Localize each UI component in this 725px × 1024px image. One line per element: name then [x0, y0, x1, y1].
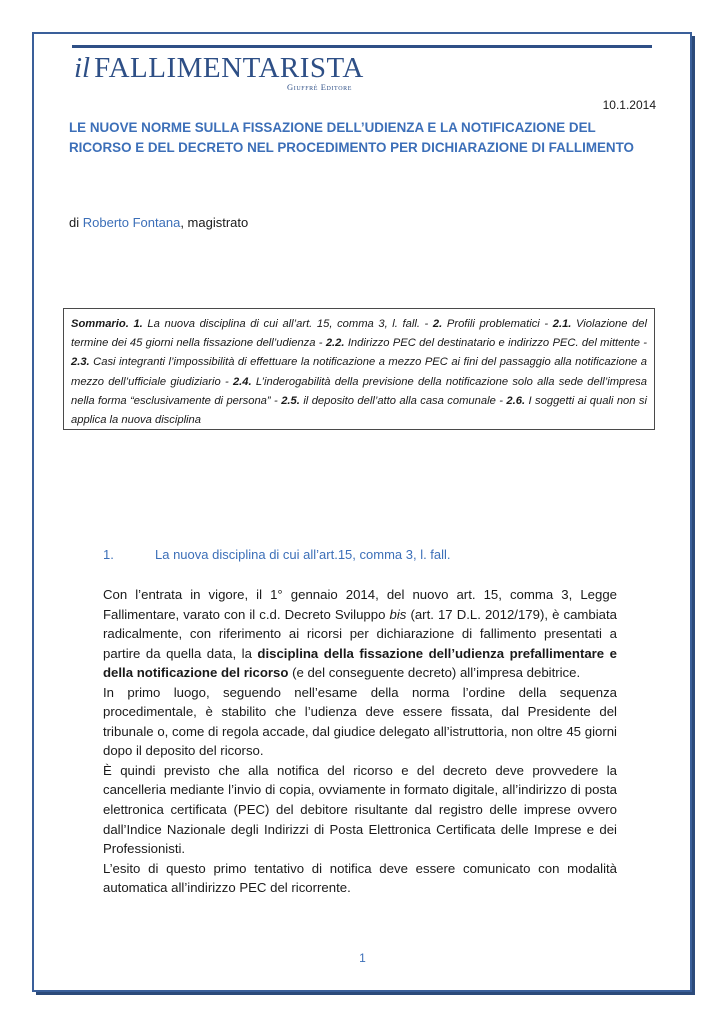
summary-item-text: I soggetti ai quali non si applica la nuova disciplina	[71, 394, 647, 427]
summary-item-number: 1.	[133, 318, 143, 330]
section-title: La nuova disciplina di cui all’art.15, comma 3, l. fall.	[155, 547, 451, 562]
article-title: LE NUOVE NORME SULLA FISSAZIONE DELL’UDIENZA E LA NOTIFICAZIONE DEL RICORSO E DEL DECRETO NEL PROCEDIMENTO PER DICHIARAZIONE DI FALLIMENTO	[69, 120, 634, 155]
paragraph-text-italic: bis	[389, 606, 407, 622]
paragraph: L’esito di questo primo tentativo di notifica deve essere comunicato con modalità automatica all’indirizzo PEC del ricorrente.	[103, 860, 617, 896]
summary-item-number: 2.5.	[281, 394, 300, 407]
summary-item-number: 2.4.	[232, 375, 252, 388]
author-name: Roberto Fontana	[82, 215, 181, 230]
summary-item-text: Violazione del termine dei 45 giorni nella fissazione dell’udienza	[71, 318, 648, 350]
summary-item-number: 2.3.	[71, 356, 90, 369]
journal-logo	[74, 52, 364, 85]
page-border-shadow-bottom	[36, 992, 695, 995]
page-number: 1	[359, 951, 366, 965]
summary-item-text: Casi integranti l’impossibilità di effettuare la notificazione a mezzo PEC ai fini del passaggio alla notificazione a mezzo dell’ufficiale giudiziario	[71, 356, 647, 388]
paragraph: In primo luogo, seguendo nell’esame della norma l’ordine della sequenza procedimentale, è stabilito che l’udienza deve essere fissata, dal Presidente del tribunale o, come di regola accade, dal giudice delegato all’istruttoria, non oltre 45 giorni dopo il deposito del ricorso.	[103, 684, 617, 759]
section-number: 1.	[103, 547, 114, 562]
page-border-shadow-right	[692, 36, 695, 994]
summary-item-number: 2.	[432, 318, 443, 330]
paragraph-text: (art. 17 D.L. 2012/179), è cambiata radicalmente, con riferimento ai ricorsi per dichiarazione di fallimento presentati a partire da quella data, la	[103, 606, 617, 661]
publication-date: 10.1.2014	[602, 98, 656, 112]
summary-item-text: Profili problematici	[446, 318, 540, 330]
summary-box: Sommario. 1. La nuova disciplina di cui all’art. 15, comma 3, l. fall. - 2. Profili problematici - 2.1. Violazione del termine dei 45 giorni nella fissazione dell’udienza - 2.2. Indirizzo PEC del destinatario e indirizzo PEC. del mittente - 2.3. Casi integranti l’impossibilità di effettuare la notificazione a mezzo PEC ai fini del passaggio alla notificazione a mezzo dell’ufficiale giudiziario - 2.4. L’inderogabilità della previsione della notificazione solo alla sede dell’impresa nella forma “esclusivamente di persona” - 2.5. il deposito dell’atto alla casa comunale - 2.6. I soggetti ai quali non si applica la nuova disciplina	[63, 308, 655, 430]
summary-item-text: La nuova disciplina di cui all’art. 15, comma 3, l. fall.	[147, 318, 420, 330]
logo-il: il	[74, 52, 91, 84]
paragraph-text: (e del conseguente decreto) all’impresa debitrice.	[288, 665, 581, 681]
summary-label: Sommario.	[71, 318, 129, 330]
publisher: Giuffrè Editore	[287, 82, 353, 92]
summary-item-number: 2.6.	[506, 394, 526, 407]
author-role: , magistrato	[180, 215, 249, 230]
paragraph-text-bold: disciplina della fissazione dell’udienza prefallimentare e della notificazione del ricorso	[103, 645, 617, 681]
summary-item-text: Indirizzo PEC del destinatario e indirizzo PEC. del mittente	[347, 337, 640, 350]
summary-item-number: 2.2.	[325, 337, 345, 350]
paragraph-text: Con l’entrata in vigore, il 1° gennaio 2014, del nuovo art. 15, comma 3, Legge Fallimentare, varato con il c.d. Decreto Sviluppo	[103, 587, 617, 622]
summary-item-text: L’inderogabilità della previsione della notificazione solo alla sede dell’impresa nella forma “esclusivamente di persona”	[71, 375, 647, 407]
summary-item-number: 2.1.	[552, 318, 572, 330]
header-rule	[72, 45, 652, 48]
byline	[69, 215, 248, 230]
summary-item-text: il deposito dell’atto alla casa comunale	[303, 394, 496, 407]
paragraph: È quindi previsto che alla notifica del ricorso e del decreto deve provvedere la cancelleria mediante l’invio di copia, ovviamente in formato digitale, all’indirizzo di posta elettronica certificata (PEC) del debitore risultante dal registro delle imprese ovvero dall’Indice Nazionale degli Indirizzi di Posta Elettronica Certificata delle Imprese e dei Professionisti.	[103, 762, 617, 857]
logo-name: FALLIMENTARISTA	[94, 52, 364, 84]
section-heading	[103, 547, 451, 562]
paragraph	[103, 585, 617, 683]
body-text	[103, 585, 617, 898]
byline-prefix: di	[69, 215, 80, 230]
